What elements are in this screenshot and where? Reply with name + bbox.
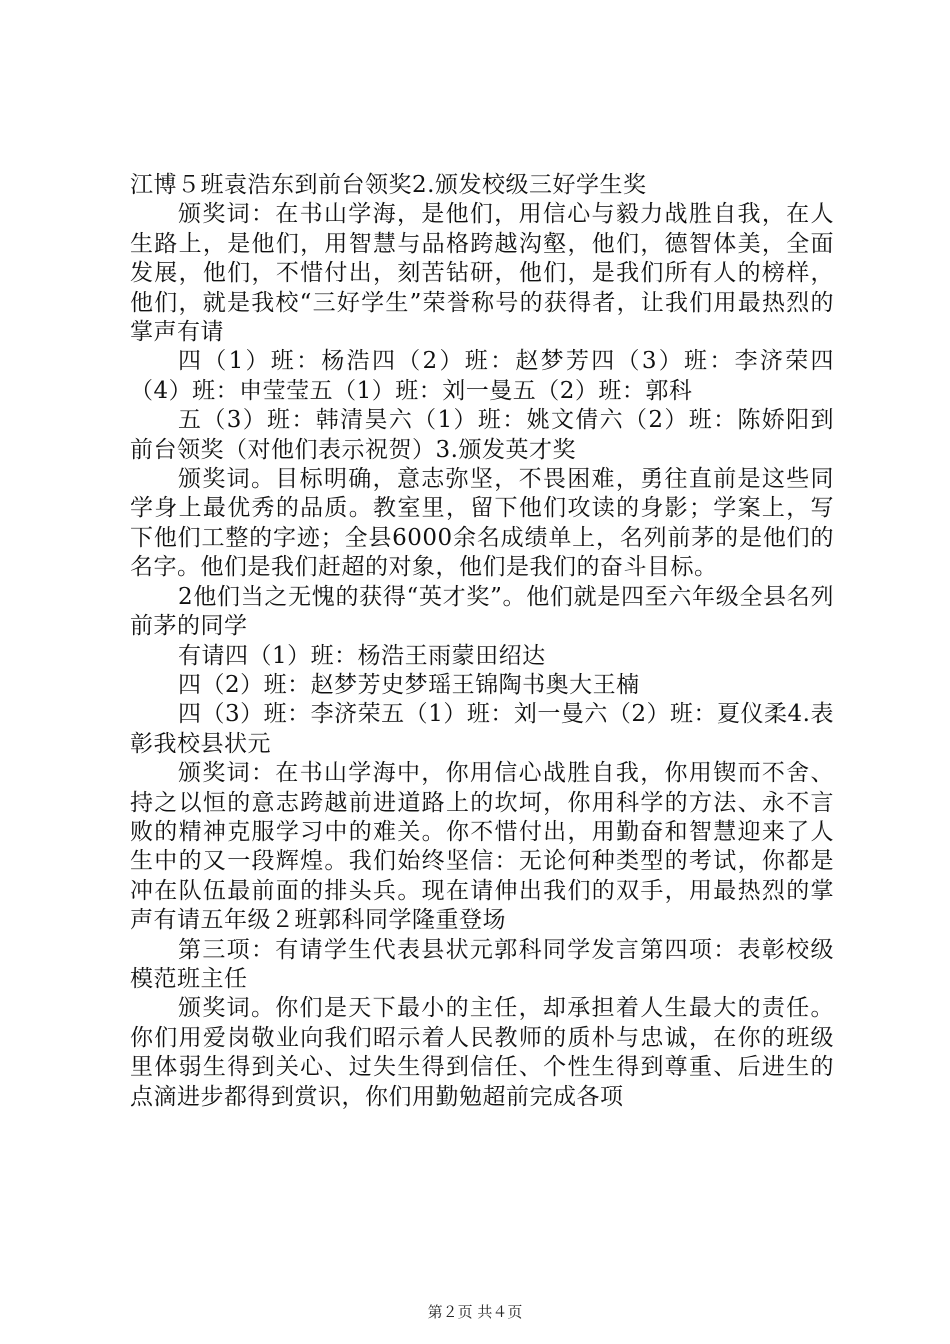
paragraph-3: 四（1）班：杨浩四（2）班：赵梦芳四（3）班：李济荣四（4）班：申莹莹五（1）班：刘一曼五（2）班：郭科 (130, 348, 834, 404)
paragraph-4: 五（3）班：韩清昊六（1）班：姚文倩六（2）班：陈娇阳到前台领奖（对他们表示祝贺）3.颁发英才奖 (130, 407, 834, 463)
page-number-label: 第２页 共４页 (427, 1303, 523, 1321)
paragraph-1: 江博５班袁浩东到前台领奖2.颁发校级三好学生奖 (130, 172, 647, 198)
paragraph-7: 有请四（1）班：杨浩王雨蒙田绍达 (178, 642, 546, 669)
paragraph-9: 四（3）班：李济荣五（1）班：刘一曼六（2）班：夏仪柔4.表彰我校县状元 (130, 701, 834, 757)
page-footer (0, 1302, 950, 1322)
paragraph-6: 2他们当之无愧的获得“英才奖”。他们就是四至六年级全县名列前茅的同学 (130, 583, 834, 640)
paragraph-8: 四（2）班：赵梦芳史梦瑶王锦陶书奥大王楠 (178, 671, 640, 698)
paragraph-2: 颁奖词：在书山学海，是他们，用信心与毅力战胜自我，在人生路上，是他们，用智慧与品格跨越沟壑，他们，德智体美，全面发展，他们，不惜付出，刻苦钻研，他们，是我们所有人的榜样，他们，就是我校“三好学生”荣誉称号的获得者，让我们用最热烈的掌声有请 (130, 201, 834, 346)
paragraph-10: 颁奖词：在书山学海中，你用信心战胜自我，你用锲而不舍、持之以恒的意志跨越前进道路上的坎坷，你用科学的方法、永不言败的精神克服学习中的难关。你不惜付出，用勤奋和智慧迎来了人生中的又一段辉煌。我们始终坚信：无论何种类型的考试，你都是冲在队伍最前面的排头兵。现在请伸出我们的双手，用最热烈的掌声有请五年级２班郭科同学隆重登场 (130, 760, 834, 934)
document-body (130, 171, 834, 1112)
paragraph-5: 颁奖词。目标明确，意志弥坚，不畏困难，勇往直前是这些同学身上最优秀的品质。教室里，留下他们攻读的身影；学案上，写下他们工整的字迹；全县6000余名成绩单上，名列前茅的是他们的名字。他们是我们赶超的对象，他们是我们的奋斗目标。 (130, 466, 834, 581)
paragraph-11: 第三项：有请学生代表县状元郭科同学发言第四项：表彰校级模范班主任 (130, 936, 834, 992)
paragraph-12: 颁奖词。你们是天下最小的主任，却承担着人生最大的责任。你们用爱岗敬业向我们昭示着人民教师的质朴与忠诚，在你的班级里体弱生得到关心、过失生得到信任、个性生得到尊重、后进生的点滴进步都得到赏识，你们用勤勉超前完成各项 (130, 995, 834, 1110)
